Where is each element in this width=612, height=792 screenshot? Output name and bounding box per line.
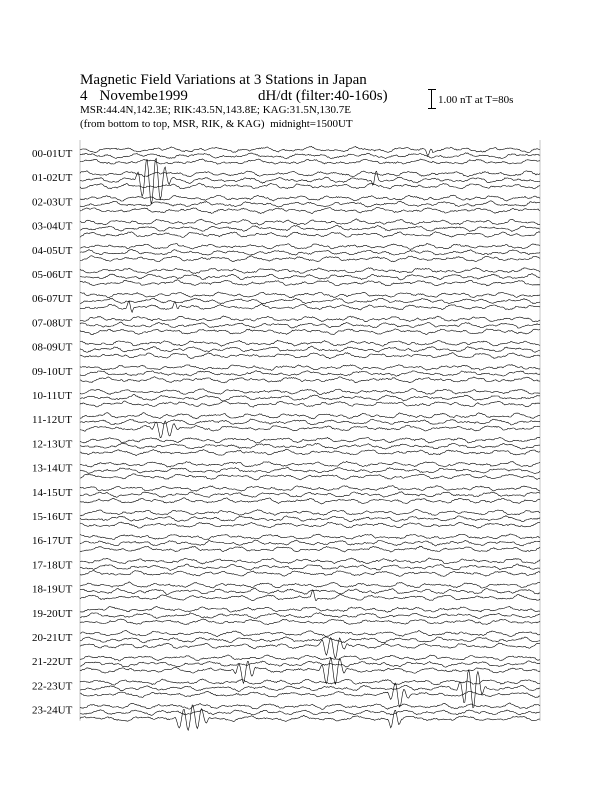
hour-row (32, 670, 540, 708)
hour-row (32, 631, 540, 659)
hour-label: 03-04UT (32, 220, 73, 233)
hour-row (32, 365, 540, 383)
hour-label: 02-03UT (32, 196, 73, 209)
trace-rik (80, 201, 540, 207)
trace-msr (80, 280, 540, 286)
hour-label: 23-24UT (32, 704, 73, 717)
trace-rik (80, 670, 540, 708)
scale-bar-label: 1.00 nT at T=80s (438, 94, 514, 106)
trace-kag (80, 631, 540, 637)
hour-row (32, 146, 540, 164)
trace-msr (80, 159, 540, 164)
trace-msr (80, 619, 540, 625)
hour-row (32, 243, 540, 261)
trace-kag (80, 365, 540, 371)
hour-label: 08-09UT (32, 341, 73, 354)
hour-label: 07-08UT (32, 317, 73, 330)
hour-label: 18-19UT (32, 583, 73, 596)
midnight-note: midnight=1500UT (270, 118, 353, 130)
hour-row (32, 159, 540, 205)
trace-msr (80, 522, 540, 528)
trace-kag (80, 534, 540, 540)
trace-rik (80, 159, 540, 205)
hour-label: 00-01UT (32, 148, 73, 160)
hour-label: 15-16UT (32, 511, 73, 523)
trace-kag (80, 340, 540, 346)
hour-label: 10-11UT (32, 390, 72, 402)
hour-row (32, 413, 540, 438)
trace-kag (80, 268, 540, 274)
date-month-year: Novembe1999 (99, 88, 188, 104)
trace-rik (80, 564, 540, 571)
trace-rik (80, 588, 540, 595)
trace-kag (80, 582, 540, 588)
hour-label: 11-12UT (32, 414, 72, 427)
trace-kag (80, 437, 540, 443)
trace-rik (80, 371, 540, 377)
chart-title: Magnetic Field Variations at 3 Stations in Japan (80, 72, 367, 88)
trace-rik (80, 516, 540, 522)
hour-row (32, 582, 540, 601)
hour-row (32, 437, 540, 455)
hour-label: 14-15UT (32, 486, 73, 499)
order-note: (from bottom to top, MSR, RIK, & KAG) (80, 118, 265, 130)
hour-row (32, 195, 540, 213)
hour-row (32, 509, 540, 528)
hour-row (32, 703, 540, 730)
trace-kag (80, 413, 540, 419)
trace-rik (80, 467, 540, 473)
hour-label: 20-21UT (32, 632, 73, 644)
trace-kag (80, 703, 540, 709)
hour-label: 12-13UT (32, 438, 73, 451)
hour-label: 16-17UT (32, 535, 73, 548)
trace-msr (80, 474, 540, 480)
hour-row (32, 340, 540, 359)
trace-msr (80, 498, 540, 504)
trace-rik (80, 346, 540, 352)
hour-label: 22-23UT (32, 680, 73, 693)
trace-rik (80, 540, 540, 546)
trace-rik (80, 637, 540, 643)
trace-rik (80, 443, 540, 449)
hour-row (32, 486, 540, 504)
trace-rik (80, 153, 540, 159)
trace-msr (80, 546, 540, 552)
trace-rik (80, 419, 540, 425)
trace-msr (80, 329, 540, 335)
hour-label: 21-22UT (32, 656, 73, 669)
trace-kag (80, 219, 540, 225)
trace-rik (80, 250, 540, 256)
trace-kag (80, 292, 540, 298)
trace-rik (80, 322, 540, 328)
hour-row (32, 388, 540, 407)
hour-row (32, 461, 540, 480)
trace-kag (80, 486, 540, 492)
hour-label: 01-02UT (32, 172, 73, 185)
hour-row (32, 534, 540, 552)
trace-msr (80, 571, 540, 577)
filter-label: (filter:40-160s) (295, 88, 388, 104)
trace-kag (80, 195, 540, 201)
hour-label: 06-07UT (32, 293, 73, 306)
hour-row (32, 268, 540, 286)
trace-rik (80, 661, 540, 667)
trace-kag (80, 171, 540, 177)
trace-kag (80, 679, 540, 685)
trace-msr (80, 256, 540, 262)
hour-label: 04-05UT (32, 244, 73, 257)
trace-msr (80, 207, 540, 213)
trace-kag (80, 461, 540, 467)
trace-rik (80, 298, 540, 304)
hour-label: 17-18UT (32, 559, 73, 572)
hour-row (32, 655, 540, 684)
station-coordinates: MSR:44.4N,142.3E; RIK:43.5N,143.8E; KAG:31.5N,130.7E (80, 104, 352, 116)
trace-rik (80, 492, 540, 498)
hour-row (32, 292, 540, 312)
hour-label: 19-20UT (32, 607, 73, 620)
trace-kag (80, 655, 540, 661)
trace-kag (80, 243, 540, 249)
hour-label: 13-14UT (32, 462, 73, 475)
trace-rik (80, 710, 540, 716)
date-day: 4 (80, 88, 88, 104)
trace-rik (80, 395, 540, 402)
trace-msr (80, 377, 540, 383)
hour-row (32, 558, 540, 576)
hour-label: 09-10UT (32, 365, 73, 378)
hour-label: 05-06UT (32, 269, 73, 281)
hour-row (32, 316, 540, 335)
trace-msr (80, 232, 540, 238)
trace-msr (80, 449, 540, 456)
trace-msr (80, 401, 540, 407)
trace-kag (80, 558, 540, 564)
quantity-label: dH/dt (258, 88, 293, 104)
trace-kag (80, 509, 540, 516)
trace-kag (80, 388, 540, 394)
trace-rik (80, 225, 540, 231)
trace-kag (80, 606, 540, 612)
trace-rik (80, 613, 540, 619)
trace-rik (80, 274, 540, 281)
trace-msr (80, 353, 540, 359)
hour-row (32, 219, 540, 237)
hour-row (32, 606, 540, 624)
trace-kag (80, 316, 540, 322)
